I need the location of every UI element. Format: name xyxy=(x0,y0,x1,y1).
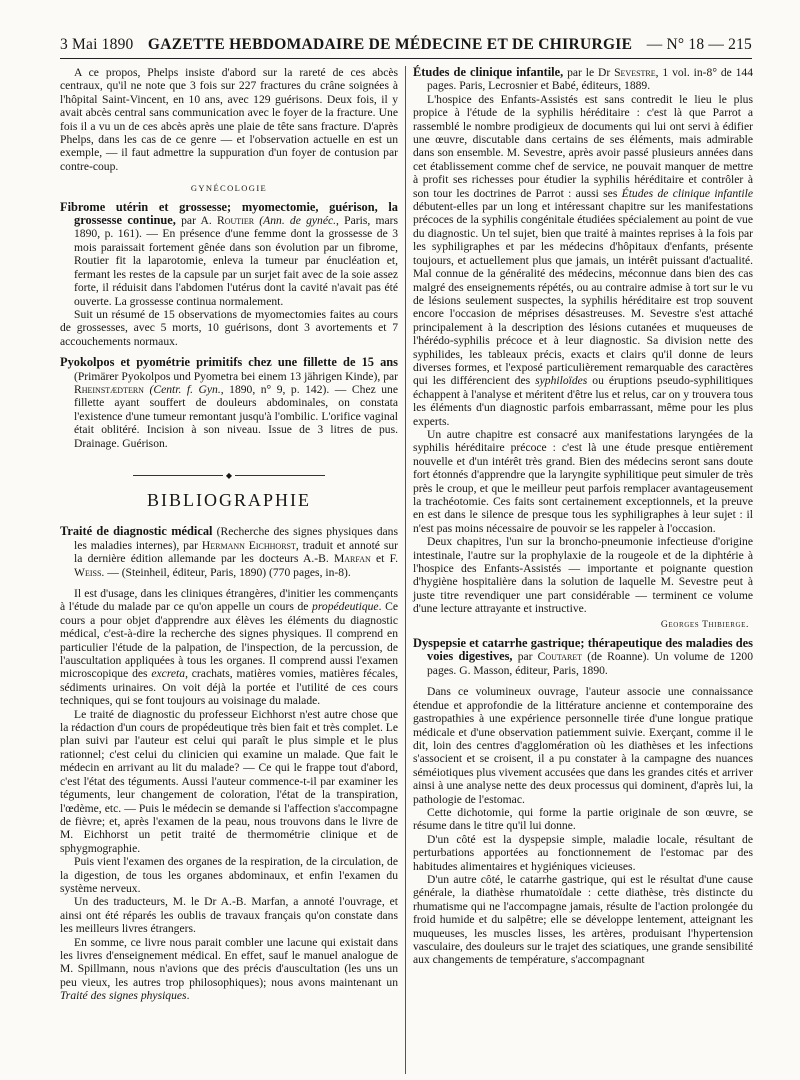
phelps-paragraph: A ce propos, Phelps insiste d'abord sur la rareté de ces abcès centraux, qu'il ne note que 3 fois sur 227 fractures du crâne soignées à l'hôpital Saint-Vincent, en 10 ans, avec 129 guérisons. Deux fois, il y avait abcès central sans communication avec le foyer de la fracture. Une fois il a vu un de ces abcès après une plaie de tête sans fracture. D'après Phelps, dans les cas de ce genre — et l'observation actuelle en est un exemple, — il faut admettre la suppuration d'un foyer de contusion par contre-coup. xyxy=(60,66,398,173)
article-dyspepsie: Dyspepsie et catarrhe gastrique; thérapeutique des maladies des voies digestives, par Coutaret (de Roanne). Un volume de 1200 pages. G. Masson, éditeur, Paris, 1890. xyxy=(413,636,753,677)
article-title: Dyspepsie et catarrhe gastrique; thérapeutique des maladies des voies digestives, xyxy=(413,636,753,664)
article-author: Coutaret xyxy=(537,650,583,664)
header-page-number: — N° 18 — 215 xyxy=(646,36,752,53)
header-date: 3 Mai 1890 xyxy=(60,36,134,53)
article-title: Fibrome utérin et grossesse; myomectomie, guérison, la grossesse continue, xyxy=(60,199,398,228)
article-title: Pyokolpos et pyométrie primitifs chez une fillette de 15 ans xyxy=(60,355,398,370)
article-etudes-clinique: Études de clinique infantile, par le Dr Sevestre, 1 vol. in-8° de 144 pages. Paris, Lecrosnier et Babé, éditeurs, 1889. xyxy=(413,65,754,93)
dyspepsie-paragraph: Dans ce volumineux ouvrage, l'auteur associe une connaissance étendue et approfondie de la littérature ancienne et contemporaine des gastropathies à une expérience personnelle tirée d'une longue pratique médicale et d'une observation patiemment suivie. Exerçant, comme il le dit, loin des centres d'agglomération où les diathèses et les infections s'associent et se croisent, il a pu constater à la campagne des nuances séméiotiques plus vivement accusées que dans les grandes cités et arriver ainsi à une analyse nette des deux processus qui dominent, d'après lui, la pathologie de l'estomac. xyxy=(413,685,753,806)
section-heading-bibliographie: BIBLIOGRAPHIE xyxy=(147,489,311,510)
article-title: Études de clinique infantile, xyxy=(413,65,564,79)
fibrome-summary: Suit un résumé de 15 observations de myomectomies faites au cours de grossesses, avec 5 morts, 10 guérisons, dont 3 avortements et 7 accouchements normaux. xyxy=(60,307,398,348)
traite-paragraph: Puis vient l'examen des organes de la respiration, de la circulation, de la digestion, de tous les organes abdominaux, et enfin l'examen du système nerveux. xyxy=(60,855,398,895)
etudes-paragraph: L'hospice des Enfants-Assistés est sans contredit le lieu le plus propice à l'étude de la syphilis héréditaire : c'est là que Parrot a rassemblé le nombre prodigieux de documents qui lui ont servi à édifier une œuvre, discutable dans certains de ses éléments, mais admirable dans son ensemble. M. Sevestre, après avoir passé plusieurs années dans cet établissement comme chef de service, ne pouvait manquer de mettre à profit ses richesses pour étudier la syphilis héréditaire et contrôler à son tour les doctrines de Parrot : aussi ses Études de clinique infantile débutent-elles par un long et intéressant chapitre sur les manifestations précoces de la syphilis congénitale étudiées spécialement au point de vue du diagnostic. Un tel sujet, bien que traité à maintes reprises à la fois par les syphiligraphes et par les médecins d'hôpitaux d'enfants, présente toujours, et actuellement plus que jamais, un intérêt puissant d'actualité. Mal connue de la généralité des médecins, méconnue dans bien des cas malgré des enseignements répétés, ou au contraire admise à tort sur le vu de lésions seulement suspectes, la syphilis héréditaire est trop souvent encore l'occasion de méprises désastreuses. M. Sevestre s'est attaché principalement à la description des lésions cutanées et muqueuses de l'hérédo-syphilis précoce et à leur diagnostic. Sa division nette des syphilides, les tableaux précis, exacts et clairs qu'il donne de leurs diverses formes, et l'exposé particulièrement remarquable des caractères qui les différencient des syphiloïdes ou éruptions pseudo-syphilitiques échappent à l'analyse et méritent d'être lus et relus, car on y trouvera tous les éléments d'un diagnostic parfois embarrassant, même pour les plus experts. xyxy=(413,92,753,428)
header-rule xyxy=(60,58,752,59)
review-signature: Georges Thibierge. xyxy=(660,618,749,630)
traite-paragraph: Il est d'usage, dans les cliniques étrangères, d'initier les commençants à l'étude du malade par ce qu'on appelle un cours de propédeutique. Ce cours a pour objet d'apprendre aux élèves les éléments du diagnostic médical, c'est-à-dire la recherche des signes physiques. Il comprend en particulier l'étude de la palpation, de l'inspection, de la percussion, de l'auscultation appliquées à tous les organes. Il comprend aussi l'examen microscopique des excreta, crachats, matières vomies, matières fécales, sédiments urinaires. On voit déjà la portée et l'utilité de ces cours techniques, qui se font toujours au voisinage du malade. xyxy=(60,587,398,708)
etudes-paragraph: Un autre chapitre est consacré aux manifestations laryngées de la syphilis héréditaire précoce : c'est là une étude presque entièrement nouvelle et d'un intérêt très grand. Bien des médecins seront sans doute fort étonnés d'apprendre que la laryngite syphilitique peut simuler de très près le croup, et que le meilleur peut parfois remplacer avantageusement la trachéotomie. Ces faits sont certainement exceptionnels, et la preuve en est dans le silence de presque tous les syphiligraphes à leur sujet : il n'est pas moins nécessaire de pouvoir se les rappeler à l'occasion. xyxy=(413,427,753,535)
article-author: Routier xyxy=(217,214,255,228)
right-column xyxy=(413,66,753,967)
column-divider xyxy=(405,66,406,1074)
etudes-paragraph: Deux chapitres, l'un sur la broncho-pneumonie infectieuse d'origine intestinale, l'autre sur la prophylaxie de la rougeole et de la diphtérie à l'hospice des Enfants-Assistés — importante et poignante question d'hygiène hospitalière dans la solution de laquelle M. Sevestre peut à juste titre revendiquer une part considérable — terminent ce volume d'une lecture attrayante et instructive. xyxy=(413,535,753,616)
dyspepsie-paragraph: D'un côté est la dyspepsie simple, maladie locale, résultant de perturbations apportées au fonctionnement de l'estomac par des habitudes alimentaires et hygiéniques vicieuses. xyxy=(413,832,753,873)
page-header xyxy=(60,36,752,54)
article-author: Rheinstædtern xyxy=(74,382,144,396)
left-column xyxy=(60,66,398,1003)
dyspepsie-paragraph: Cette dichotomie, qui forme la partie originale de son œuvre, se résume dans le titre qu'il lui donne. xyxy=(413,805,753,833)
article-author: Sevestre xyxy=(614,66,656,79)
section-heading-gynecologie: GYNÉCOLOGIE xyxy=(190,183,268,194)
diamond-ornament-icon: ◆ xyxy=(225,470,233,480)
article-pyokolpos: Pyokolpos et pyométrie primitifs chez une fillette de 15 ans (Primärer Pyokolpos und Pyometra bei einem 13 jährigen Kinde), par Rheinstædtern (Centr. f. Gyn., 1890, n° 9, p. 142). — Chez une fillette ayant souffert de douleurs abdominales, on constata l'existence d'une tumeur remontant jusqu'à l'ombilic. L'orifice vaginal était oblitéré. Incision à son niveau. Issue de 3 litres de pus. Drainage. Guérison. xyxy=(60,355,398,450)
traite-paragraph: En somme, ce livre nous parait combler une lacune qui existait dans les livres d'enseignement médical. En effet, sauf le manuel analogue de M. Spillmann, nous n'avions que des précis d'auscultation (les uns un peu vieux, les autres trop philosophiques); nous avons maintenant un Traité des signes physiques. xyxy=(60,935,398,1003)
article-fibrome: Fibrome utérin et grossesse; myomectomie, guérison, la grossesse continue, par A. Routier (Ann. de gynéc., Paris, mars 1890, p. 161). — En présence d'une femme dont la grossesse de 3 mois paraissait fortement gênée dans son évolution par un fibrome, Routier fit la laparotomie, enleva la tumeur par énucléation et, fermant les restes de la capsule par un surjet fait avec de la soie assez forte, il réduisit dans l'abdomen l'utérus dont la cavité n'avait pas été ouverte. La grossesse continua normalement. xyxy=(60,199,398,308)
header-title: GAZETTE HEBDOMADAIRE DE MÉDECINE ET DE CHIRURGIE xyxy=(147,36,633,53)
dyspepsie-paragraph: D'un autre côté, le catarrhe gastrique, qui est le résultat d'une cause générale, la diathèse rhumatoïdale : cette diathèse, très distincte du rhumatisme qui ne l'accompagne jamais, résulte de l'action prolongée du froid humide et du salpêtre; elle se développe lentement, atteignant les muqueuses, les muscles lisses, les artères, produisant l'hypertension vasculaire, des douleurs sur le trajet des sciatiques, une grande sensibilité aux changements de température, s'accompagnant xyxy=(413,872,753,967)
traite-paragraph: Le traité de diagnostic du professeur Eichhorst n'est autre chose que la rédaction d'un cours de propédeutique très bien fait et très complet. Le plan suivi par l'auteur est celui qui paraît le plus simple et le plus rationnel; c'est celui du clinicien qui examine un malade. Que fait le médecin en arrivant au lit du malade? — Ce qui le frappe tout d'abord, c'est l'état des téguments. Aussi l'auteur commence-t-il par examiner les téguments, leur changement de coloration, l'état de la transpiration, l'œdème, etc. — Puis le médecin se demande si l'affection s'accompagne de fièvre; et, après l'examen de la peau, nous trouvons dans le livre de M. Eichhorst un petit traité de thermométrie clinique et de sphygmographie. xyxy=(60,707,398,855)
article-author: Hermann Eichhorst xyxy=(201,538,296,552)
article-traite-diagnostic: Traité de diagnostic médical (Recherche des signes physiques dans les maladies internes), par Hermann Eichhorst, traduit et annoté sur la dernière édition allemande par les docteurs A.-B. Marfan et F. Weiss. — (Steinheil, éditeur, Paris, 1890) (770 pages, in-8). xyxy=(60,524,398,579)
section-ornament xyxy=(60,472,398,480)
article-title: Traité de diagnostic médical xyxy=(60,524,213,539)
traite-paragraph: Un des traducteurs, M. le Dr A.-B. Marfan, a annoté l'ouvrage, et ainsi ont été réparés les oublis de travaux français qu'on constate dans les meilleurs livres étrangers. xyxy=(60,895,398,936)
